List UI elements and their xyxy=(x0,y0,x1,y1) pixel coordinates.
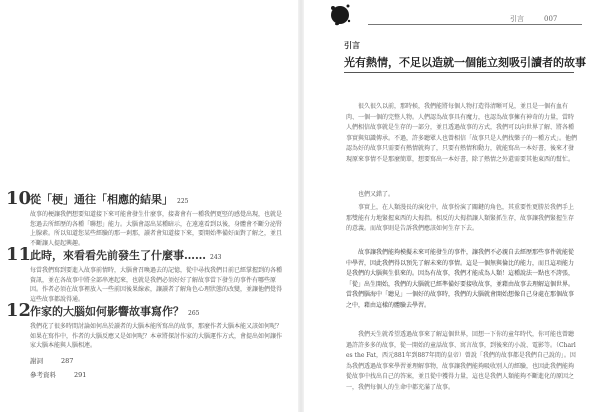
toc-page-number: 225 xyxy=(177,198,189,205)
toc-title: 從「梗」通往「相應的結果」 225 xyxy=(30,193,189,206)
body-paragraph-3: 事實上，在人類漫長的演化中，故事扮演了關鍵的角色，其重要性更勝於我們手上那雙能有力地緊握東西的大拇指。相反的大拇指讓人類緊抓生存，故事讓我們緊握生存的意義。而故事則是告訴我們應該如何生存下去。 xyxy=(346,204,575,232)
toc-references[interactable] xyxy=(30,370,86,379)
running-head xyxy=(510,14,557,24)
toc-description: 每當我們寫到要進入故事前情時，大腦會召喚過去的記憶，從中尋找我們目前已經掌握到的各種資訊，並在各故事中將全部串連起來，也就是我們必須好好了解故事當下發生的事件有哪些原因。作者必須在故事裡放入一些前因後果線索，讓讀者了解角色心理狀態的改變，並讓他們覺得這些故事都說得通。 xyxy=(30,267,283,303)
body-paragraph-1: 很久很久以前，那時候，我們能將每個人物打造得清晰可見，並且是一個有血有肉、一個一個的完整人物。人們認為故事具有魔力，也認為故事擁有神奇的力量，當時人們相信故事就是生存的一部分，並且透過故事的方式，我們可以向世界了解、將各種事實與知識傳承。不過，許多聽眾人也曾相信「故事只是人們找樂子的一種方式」。他們認為好的故事只需要有熱情就夠了，只要有熱情和動力，就能寫出一本好書，後來才發現原來事情不是那麼簡單，想要寫出一本好書，除了熱情之外還需要其他東西的幫忙。 xyxy=(346,103,578,163)
toc-number: 11 xyxy=(6,244,32,265)
book-gutter xyxy=(298,0,304,412)
body-paragraph-5: 我們天生就希望透過故事來了解這個世界，回想一下你的童年時代，你可能也曾聽過許許多多的故事，從一開始的童話故事、寓言故事，到後來的小說、電影等。（Charles the Fat，西元881年到887年間的皇帝）曾說「我們的故事都是我們自己說的」。因為我們透過故事來學習並理解事物，故事讓我們能夠吸收別人的經驗，也因此我們能夠從故事中找出自己的答案，並且從中獲得力量，這也是我們人類能夠不斷進化的原因之一，我們每個人的生命中都充滿了故事。 xyxy=(346,331,576,391)
running-head-label: 引言 xyxy=(510,15,524,23)
toc-page-number: 287 xyxy=(61,357,74,365)
toc-label: 參考資料 xyxy=(30,371,56,379)
chapter-rule xyxy=(344,72,574,73)
chapter-title: 光有熱情，不足以造就一個能立刻吸引讀者的故事 xyxy=(344,56,586,69)
toc-page-number: 291 xyxy=(74,371,87,379)
toc-number: 12 xyxy=(6,300,32,321)
toc-description: 我們花了很多時間討論如何出於讀者的大腦本能所寫出的故事，那麼作者大腦本能又該如何呢？如果在寫作中，作者的大腦反應又是如何呢？本章將探討作家的大腦運作方式，會提出如何讓作家大腦本能與人腦相連。 xyxy=(30,323,283,349)
toc-description: 故事的梗讓我們想要知道接下來可能會發生什麼事，接著會有一種我們更堅的感覺出現，也就是您過去所經歷的各種「聯想」能力。大腦會認出某種暗示，在遠遠看到以後，身體會不斷分泌腎上腺素。所以知道您某些經驗的那一剎那，讀者會知道接下來，要開始準備好面對了解之，並且不斷讓人提起興趣。 xyxy=(30,211,283,247)
toc-number: 10 xyxy=(6,188,32,209)
header-rule xyxy=(368,24,582,25)
toc-page-number: 265 xyxy=(188,310,200,317)
running-head-page: 007 xyxy=(544,15,558,23)
ink-blot-icon xyxy=(328,2,352,26)
body-paragraph-2: 也們又錯了。 xyxy=(358,191,395,198)
chapter-label: 引言 xyxy=(344,40,360,50)
toc-page-number: 243 xyxy=(210,254,222,261)
toc-title: 此時，來看看先前發生了什麼事…… 243 xyxy=(30,249,222,262)
toc-label: 謝詞 xyxy=(30,357,43,365)
body-paragraph-4: 故事讓我們能夠模擬未來可能發生的事件，讓我們不必親自去經歷那些事件就能從中學習，因此我們得以預先了解未來的事情。這是一個無與倫比的能力，而且這項能力是我們的大腦與生俱來的。因為有故事，我們才能成為人類！這種說法一點也不誇張，「從」出生開始，我們的大腦就已經準備好要接收故事，並藉由故事去理解這個世界。當我們腦海中「聽見」一個好的故事時，我們的大腦就會開始想像自己身處在那個故事之中，藉由這樣的體驗去學習。 xyxy=(346,249,575,309)
toc-acknowledgements[interactable] xyxy=(30,356,73,365)
toc-title: 作家的大腦如何影響故事寫作？ 265 xyxy=(30,305,200,318)
